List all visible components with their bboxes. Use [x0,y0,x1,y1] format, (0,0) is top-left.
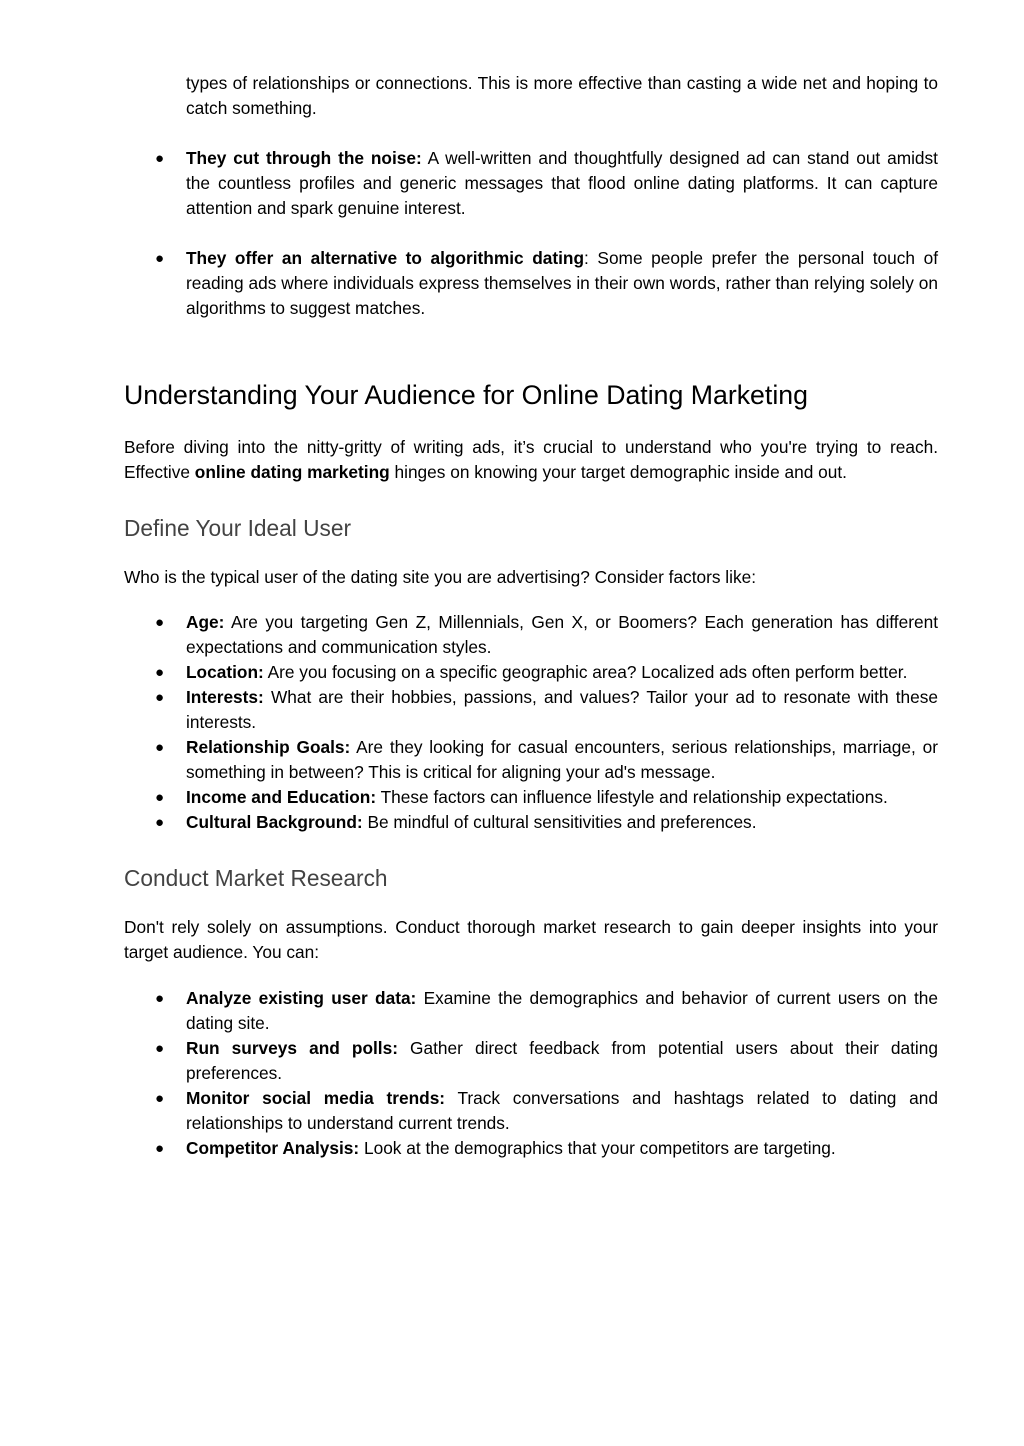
bullet-icon: ● [155,614,165,631]
list-item-text: Are they looking for casual encounters, serious relationships, marriage, or something in between? This is critical for aligning your ad's message. [186,737,938,782]
list-item-text: Are you focusing on a specific geographic area? Localized ads often perform better. [263,662,908,682]
list-item-text: A well-written and thoughtfully designed ad can stand out amidst the countless profiles and generic messages that flood online dating platforms. It can capture attention and spark genuine interest. [186,148,938,218]
bullet-icon: ● [155,689,165,706]
ideal-user-list [124,610,938,835]
subsection-intro: Don't rely solely on assumptions. Conduct thorough market research to gain deeper insights into your target audience. You can: [124,917,938,962]
bullet-icon: ● [155,1040,165,1057]
list-item-label: Relationship Goals: [186,737,351,757]
list-item-text: Look at the demographics that your competitors are targeting. [359,1138,836,1158]
list-item-label: Cultural Background: [186,812,363,832]
list-item-text: These factors can influence lifestyle and relationship expectations. [376,787,888,807]
list-item-label: Interests: [186,687,264,707]
bullet-icon: ● [155,789,165,806]
intro-continuation: types of relationships or connections. This is more effective than casting a wide net and hoping to catch something. [186,73,938,118]
list-item [124,1086,938,1136]
subsection-heading: Conduct Market Research [124,865,388,891]
bullet-icon: ● [155,1140,165,1157]
list-item-label: They cut through the noise: [186,148,422,168]
list-item [124,146,938,221]
benefits-list [124,146,938,321]
list-item-text: Be mindful of cultural sensitivities and preferences. [362,812,757,832]
list-item-label: Age: [186,612,225,632]
bullet-icon: ● [155,664,165,681]
bullet-icon: ● [155,150,165,167]
document-page [124,71,938,1161]
subsection-intro: Who is the typical user of the dating site you are advertising? Consider factors like: [124,567,757,587]
list-item [124,1036,938,1086]
bullet-icon: ● [155,814,165,831]
list-item-text: What are their hobbies, passions, and values? Tailor your ad to resonate with these interests. [186,687,938,732]
list-item [124,810,938,835]
list-item-text: : Some people prefer the personal touch of reading ads where individuals express themselves in their own words, rather than relying solely on algorithms to suggest matches. [186,248,938,318]
paragraph-text: hinges on knowing your target demographic inside and out. [389,462,847,482]
market-research-list [124,986,938,1161]
list-item [124,610,938,660]
list-item [124,1136,938,1161]
bullet-icon: ● [155,250,165,267]
subsection-heading: Define Your Ideal User [124,515,352,541]
list-item-label: Analyze existing user data: [186,988,417,1008]
list-item-label: Monitor social media trends: [186,1088,446,1108]
list-item-label: They offer an alternative to algorithmic dating [186,248,585,268]
section-heading: Understanding Your Audience for Online Dating Marketing [124,380,808,410]
list-item-text: Are you targeting Gen Z, Millennials, Gen X, or Boomers? Each generation has different expectations and communication styles. [186,612,938,657]
list-item-label: Income and Education: [186,787,377,807]
list-item-label: Location: [186,662,264,682]
section-paragraph [124,435,938,485]
list-item [124,246,938,321]
list-item [124,660,938,685]
bullet-icon: ● [155,739,165,756]
list-item-text: Gather direct feedback from potential users about their dating preferences. [186,1038,938,1083]
list-item [124,785,938,810]
list-item-text: Examine the demographics and behavior of current users on the dating site. [186,988,938,1033]
paragraph-bold-text: online dating marketing [194,462,390,482]
bullet-icon: ● [155,1090,165,1107]
list-item [124,986,938,1036]
bullet-icon: ● [155,990,165,1007]
list-item-text: Track conversations and hashtags related to dating and relationships to understand current trends. [186,1088,938,1133]
list-item [124,685,938,735]
paragraph-text: Before diving into the nitty-gritty of writing ads, it’s crucial to understand who you're trying to reach. Effective [124,437,938,482]
list-item [124,735,938,785]
list-item-label: Competitor Analysis: [186,1138,360,1158]
list-item-label: Run surveys and polls: [186,1038,398,1058]
